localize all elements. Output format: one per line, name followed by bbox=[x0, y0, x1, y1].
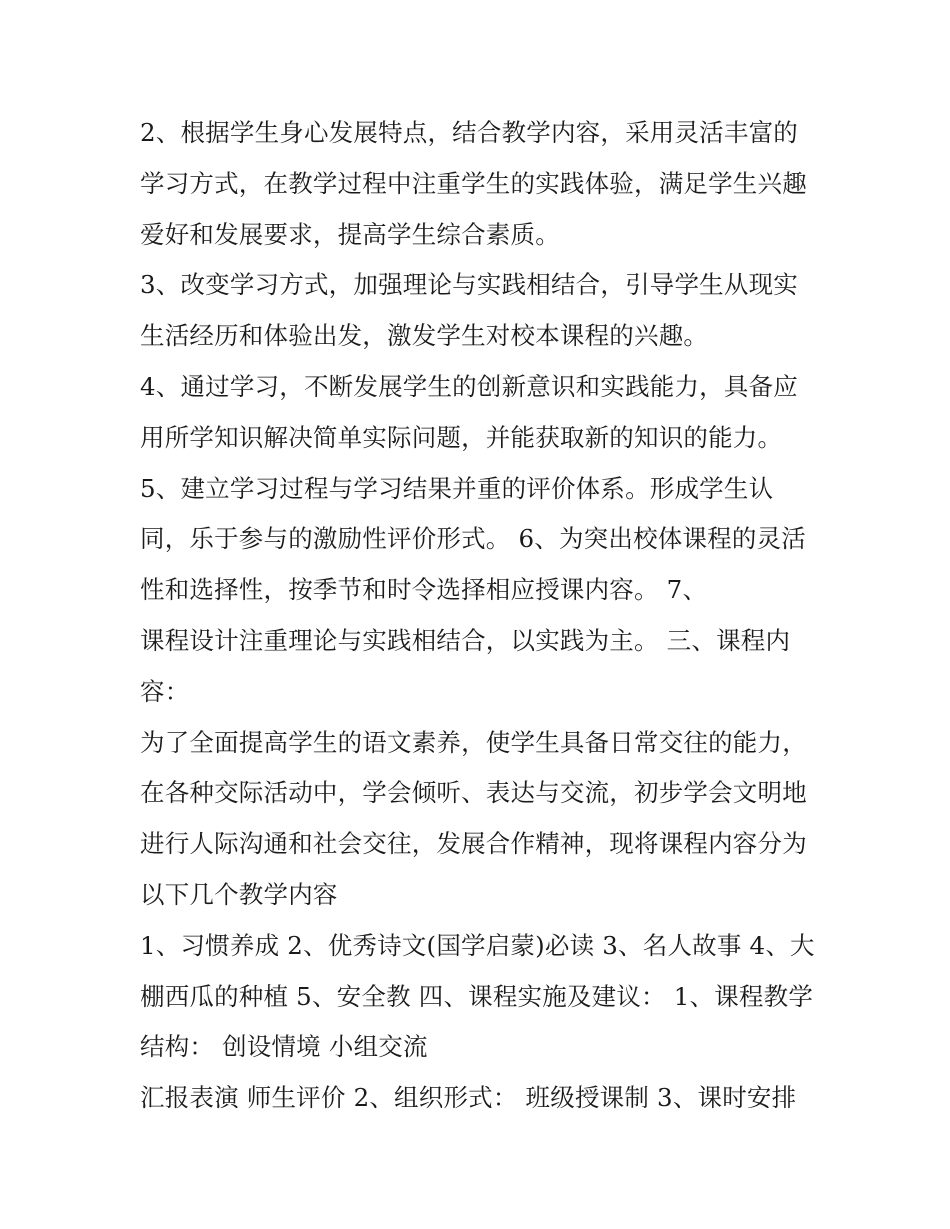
text-line: 同，乐于参与的激励性评价形式。 6、为突出校体课程的灵活 bbox=[140, 524, 806, 554]
text-line: 性和选择性，按季节和时令选择相应授课内容。 7、 bbox=[140, 575, 708, 605]
text-line: 2、根据学生身心发展特点，结合教学内容，采用灵活丰富的 bbox=[140, 118, 798, 147]
text-line: 4、通过学习，不断发展学生的创新意识和实践能力，具备应 bbox=[140, 371, 798, 401]
text-line: 生活经历和体验出发，激发学生对校本课程的兴趣。 bbox=[140, 321, 709, 351]
text-line: 学习方式，在教学过程中注重学生的实践体验，满足学生兴趣 bbox=[140, 168, 807, 198]
text-line: 5、建立学习过程与学习结果并重的评价体系。形成学生认 bbox=[140, 473, 774, 503]
text-line: 在各种交际活动中，学会倾听、表达与交流，初步学会文明地 bbox=[140, 778, 807, 808]
text-line: 汇报表演 师生评价 2、组织形式： 班级授课制 3、课时安排 bbox=[140, 1083, 797, 1113]
text-line: 进行人际沟通和社会交往，发展合作精神，现将课程内容分为 bbox=[140, 829, 807, 859]
text-line: 容： bbox=[140, 676, 190, 706]
text-line: 结构： 创设情境 小组交流 bbox=[140, 1032, 428, 1062]
text-line: 棚西瓜的种植 5、安全教 四、课程实施及建议： 1、课程教学 bbox=[140, 981, 814, 1011]
text-line: 爱好和发展要求，提高学生综合素质。 bbox=[140, 219, 560, 249]
text-line: 为了全面提高学生的语文素养，使学生具备日常交往的能力， bbox=[140, 727, 807, 757]
text-line: 课程设计注重理论与实践相结合，以实践为主。 三、课程内 bbox=[140, 625, 791, 655]
text-line: 3、改变学习方式，加强理论与实践相结合，引导学生从现实 bbox=[140, 270, 798, 300]
text-line: 用所学知识解决简单实际问题，并能获取新的知识的能力。 bbox=[140, 422, 783, 452]
text-line: 以下几个教学内容 bbox=[140, 879, 338, 909]
text-line: 1、习惯养成 2、优秀诗文(国学启蒙)必读 3、名人故事 4、大 bbox=[140, 930, 815, 960]
document-body bbox=[140, 108, 830, 1124]
